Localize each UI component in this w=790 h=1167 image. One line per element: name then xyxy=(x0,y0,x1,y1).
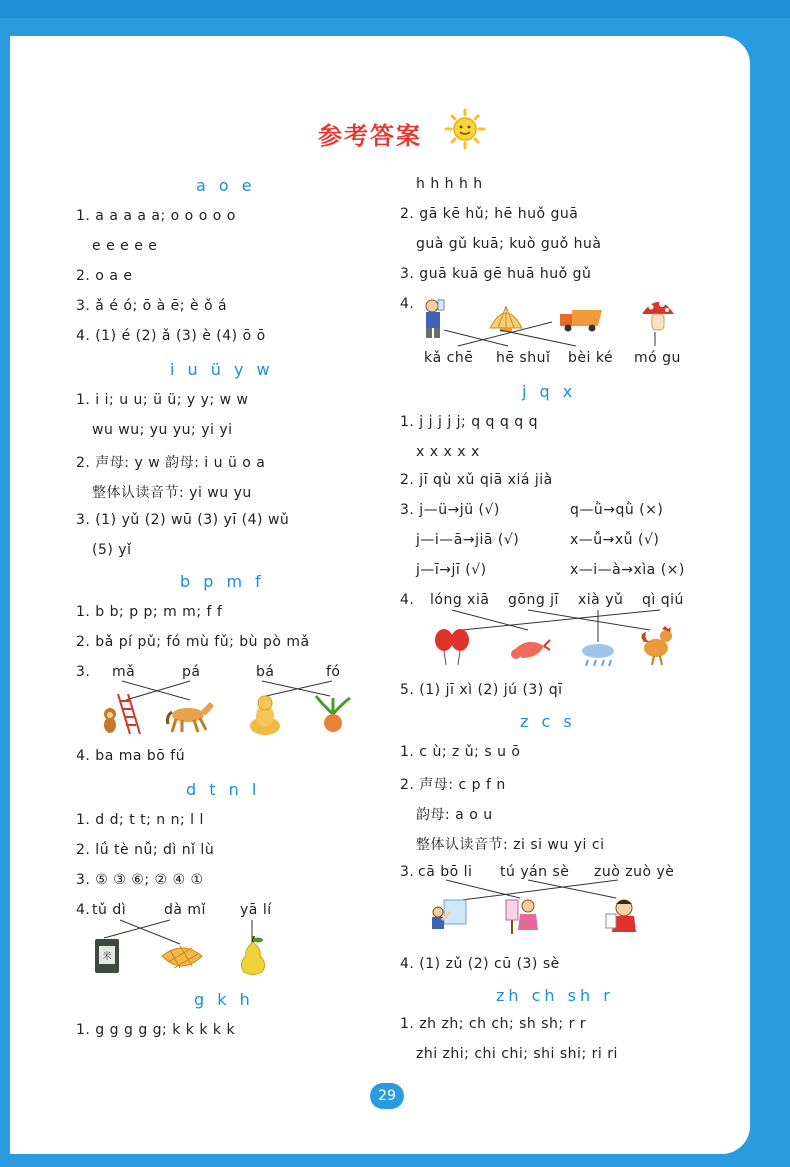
page-number: 29 xyxy=(370,1083,404,1109)
answer-line: 4. (1) zǔ (2) cū (3) sè xyxy=(400,956,560,972)
section-heading-zcs: z c s xyxy=(520,712,576,731)
answer-line: 3. xyxy=(76,664,91,680)
section-heading-aoe: a o e xyxy=(196,176,256,195)
match-word: bèi ké xyxy=(568,350,614,366)
section-heading-bpmf: b p m f xyxy=(180,572,265,591)
page-title: 参考答案 xyxy=(318,122,422,150)
match-word: tú yán sè xyxy=(500,864,570,880)
section-heading-dtnl: d t n l xyxy=(186,780,261,799)
match-word: bá xyxy=(256,664,275,680)
answer-line: j—i—ā→jiā (√) xyxy=(416,532,520,548)
answer-line: 3. ⑤ ③ ⑥; ② ④ ① xyxy=(76,872,204,888)
answer-line: 1. b b; p p; m m; f f xyxy=(76,604,223,620)
match-word: mǎ xyxy=(112,664,136,680)
answer-line: 3. j—ü→jü (√) xyxy=(400,502,500,518)
match-word: gōng jī xyxy=(508,592,559,608)
answer-line: 2. bǎ pí pǔ; fó mù fǔ; bù pò mǎ xyxy=(76,634,310,650)
match-word: fó xyxy=(326,664,341,680)
section-heading-zhchshr: zh ch sh r xyxy=(496,986,614,1005)
answer-line: (5) yǐ xyxy=(92,542,132,558)
answer-line: 1. a a a a a; o o o o o xyxy=(76,208,236,224)
answer-line: 3. ǎ é ó; ō à ē; è ǒ á xyxy=(76,298,228,314)
section-heading-jqx: j q x xyxy=(522,382,577,401)
match-word: lóng xiā xyxy=(430,592,490,608)
answer-line: j—ī→jī (√) xyxy=(416,562,487,578)
section-heading-gkh: g k h xyxy=(194,990,254,1009)
answer-line: 3. xyxy=(400,864,415,880)
answer-line: x—ǚ→xǚ (√) xyxy=(570,532,660,548)
match-word: dà mǐ xyxy=(164,902,206,918)
answer-line: 1. i i; u u; ü ü; y y; w w xyxy=(76,392,249,408)
answer-line: 4. (1) é (2) ǎ (3) è (4) ō ō xyxy=(76,328,266,344)
answer-line: 4. ba ma bō fú xyxy=(76,748,186,764)
section-heading-iuvyw: i u ü y w xyxy=(170,360,274,379)
answer-line: 整体认读音节: yi wu yu xyxy=(92,485,252,501)
answer-line: 2. jī qù xǔ qiā xiá jià xyxy=(400,472,553,488)
answer-line: e e e e e xyxy=(92,238,158,254)
match-word: mó gu xyxy=(634,350,681,366)
answer-line: 4. xyxy=(400,296,415,312)
answer-line: 1. j j j j j; q q q q q xyxy=(400,414,538,430)
answer-line: 2. o a e xyxy=(76,268,133,284)
answer-line: zhi zhi; chi chi; shi shi; ri ri xyxy=(416,1046,618,1062)
match-word: pá xyxy=(182,664,201,680)
answer-line: 3. (1) yǔ (2) wū (3) yī (4) wǔ xyxy=(76,512,290,528)
girl-homework-icon xyxy=(604,898,638,936)
match-word: zuò zuò yè xyxy=(594,864,675,880)
answer-line: 1. d d; t t; n n; l l xyxy=(76,812,204,828)
answer-line: 2. 声母: y w 韵母: i u ü o a xyxy=(76,455,266,471)
answer-line: 1. g g g g g; k k k k k xyxy=(76,1022,236,1038)
svg-text:米: 米 xyxy=(102,952,112,962)
answer-line: x—i—à→xìa (×) xyxy=(570,562,685,578)
answer-line: 5. (1) jī xì (2) jú (3) qī xyxy=(400,682,563,698)
answer-line: 4. xyxy=(76,902,91,918)
girl-painting-icon xyxy=(504,896,542,936)
answer-line: 2. 声母: c p f n xyxy=(400,777,506,793)
match-word: yā lí xyxy=(240,902,272,918)
answer-line: 2. gā kē hǔ; hē huǒ guā xyxy=(400,206,579,222)
answer-line: 整体认读音节: zi si wu yi ci xyxy=(416,837,605,853)
match-word: tǔ dì xyxy=(92,902,127,918)
answer-line: guà gǔ kuā; kuò guǒ huà xyxy=(416,236,602,252)
wiping-glass-icon xyxy=(428,898,468,934)
match-word: hē shuǐ xyxy=(496,350,551,366)
answer-line: h h h h h xyxy=(416,176,483,192)
match-word: xià yǔ xyxy=(578,592,624,608)
answer-line: 1. zh zh; ch ch; sh sh; r r xyxy=(400,1016,587,1032)
match-word: kǎ chē xyxy=(424,350,474,366)
answer-line: wu wu; yu yu; yi yi xyxy=(92,422,233,438)
answer-line: 4. xyxy=(400,592,415,608)
answer-line: 韵母: a o u xyxy=(416,807,493,823)
match-word: qì qiú xyxy=(642,592,684,608)
answer-line: 2. lǘ tè nǚ; dì nǐ lù xyxy=(76,842,215,858)
answer-line: 3. guā kuā gē huā huǒ gǔ xyxy=(400,266,592,282)
answer-line: q—ǜ→qǜ (×) xyxy=(570,502,664,518)
answer-line: x x x x x xyxy=(416,444,480,460)
match-word: cā bō li xyxy=(418,864,473,880)
answer-line: 1. c ù; z ǔ; s u ō xyxy=(400,744,521,760)
